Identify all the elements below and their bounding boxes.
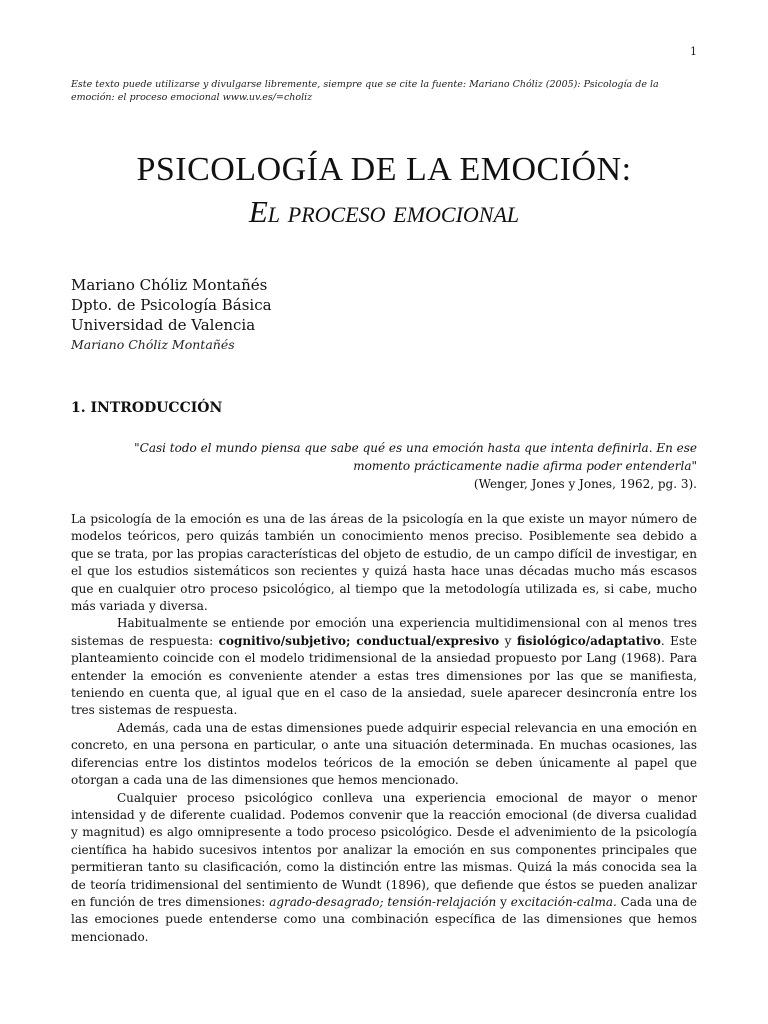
epigraph-quote	[97, 439, 697, 493]
document-subtitle: El proceso emocional	[248, 194, 520, 229]
quote-citation: (Wenger, Jones y Jones, 1962, pg. 3).	[473, 477, 697, 491]
paragraph-2-text-d: . Este planteamiento coincide con el modelo tridimensional de la ansiedad propuesto por Lang (1968). Para entender la emoción es conveniente atender a estas tres dimensiones por las que se manifiesta, teniendo en cuenta que, al igual que en el caso de la ansiedad, suele aparecer desincronía entre los tres sistemas de respuesta.	[71, 633, 697, 718]
paragraph-3: Además, cada una de estas dimensiones puede adquirir especial relevancia en una emoción en concreto, en una persona en particular, o ante una situación determinada. En muchas ocasiones, las diferencias entre los distintos modelos teóricos de la emoción se deben únicamente al papel que otorgan a cada una de las dimensiones que hemos mencionado.	[71, 720, 697, 788]
paragraph-4-italic-1: agrado-desagrado; tensión-relajación	[269, 894, 497, 909]
author-name: Mariano Chóliz Montañés	[71, 276, 268, 294]
author-department: Dpto. de Psicología Básica	[71, 296, 272, 314]
paragraph-2-bold-1: cognitivo/subjetivo; conductual/expresivo	[218, 633, 500, 648]
paragraph-2-text-c: y	[499, 633, 517, 648]
copyright-notice: Este texto puede utilizarse y divulgarse libremente, siempre que se cite la fuente: Mariano Chóliz (2005): Psicología de la emoción: el proceso emocional www.uv.es/=choliz	[71, 79, 659, 103]
paragraph-2-bold-2: fisiológico/adaptativo	[516, 633, 661, 648]
paragraph-1: La psicología de la emoción es una de las áreas de la psicología en la que existe un mayor número de modelos teóricos, pero quizás también un conocimiento menos preciso. Posiblemente sea debido a que se trata, por las propias características del objeto de estudio, de un campo difícil de investigar, en el que los estudios sistemáticos son recientes y quizá hasta hace unas décadas mucho más escasos que en cualquier otro proceso psicológico, al tiempo que la metodología utilizada es, si cabe, mucho más variada y diversa.	[71, 512, 697, 614]
paragraph-4-italic-2: excitación-calma.	[510, 894, 617, 909]
author-block	[71, 275, 272, 354]
author-name-italic: Mariano Chóliz Montañés	[71, 337, 235, 352]
paragraph-4-text-c: y	[496, 894, 511, 909]
paragraph-2	[71, 615, 697, 719]
document-title: PSICOLOGÍA DE LA EMOCIÓN:	[136, 151, 632, 188]
paragraph-2-text-a: Habitualmente se entiende por emoción una experiencia multidimensional con al menos tres sistemas de respuesta:	[71, 616, 697, 648]
paragraph-4-text-d: Cada una de las emociones puede entenderse como una combinación específica de las dimensiones que hemos mencionado.	[71, 894, 697, 944]
title-block	[0, 150, 768, 234]
body-text	[71, 511, 697, 946]
paragraph-4	[71, 790, 697, 947]
quote-text: "Casi todo el mundo piensa que sabe qué es una emoción hasta que intenta definirla. En ese momento prácticamente nadie afirma poder entenderla"	[134, 441, 697, 473]
page-number: 1	[690, 45, 697, 58]
paragraph-4-text-a: Cualquier proceso psicológico conlleva una experiencia emocional de mayor o menor intensidad y de diferente cualidad. Podemos convenir que la reacción emocional (de diversa cualidad y magnitud) es algo omnipresente a todo proceso psicológico. Desde el advenimiento de la psicología científica ha habido sucesivos intentos por analizar la emoción en sus componentes principales que permitieran tanto su clasificación, como la distinción entre las mismas. Quizá la más conocida sea la de teoría tridimensional del sentimiento de Wundt (1896), que defiende que éstos se pueden analizar en función de tres dimensiones:	[71, 790, 697, 909]
section-heading: 1. INTRODUCCIÓN	[71, 400, 223, 416]
author-university: Universidad de Valencia	[71, 316, 256, 334]
